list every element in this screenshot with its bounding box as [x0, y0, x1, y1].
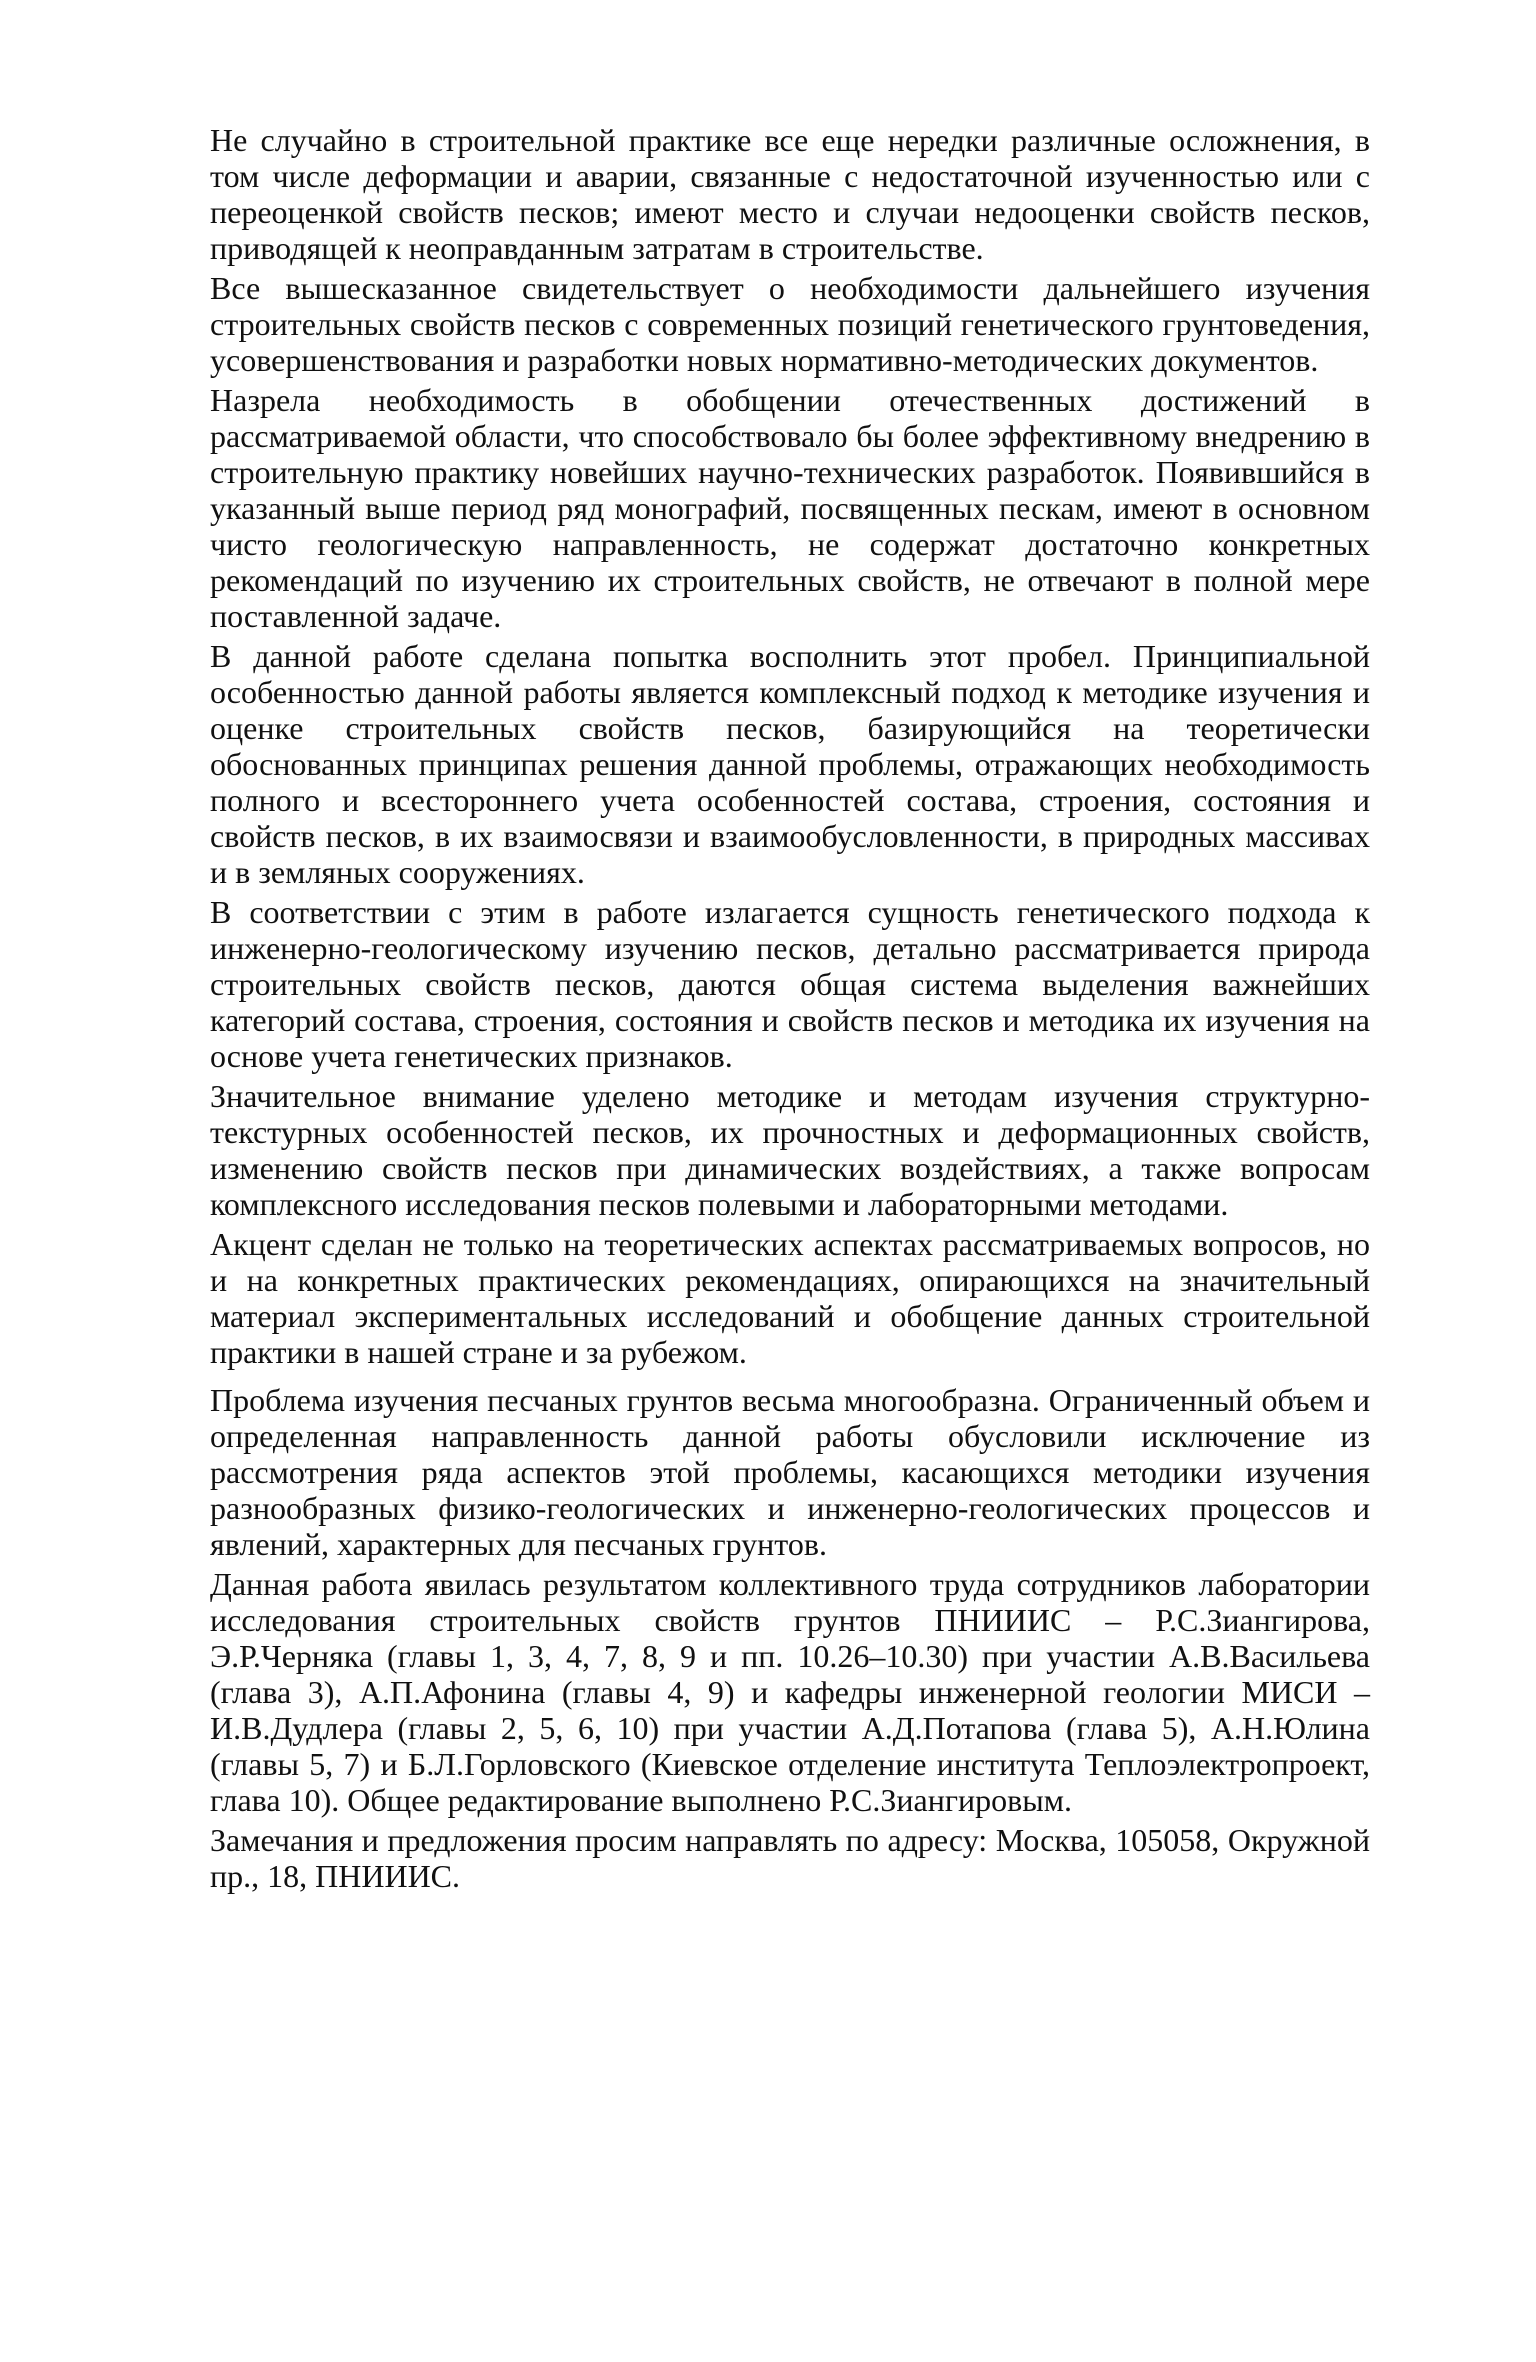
paragraph: Не случайно в строительной практике все еще нередки различные осложнения, в том числе деформации и аварии, связанные с недостаточной изученностью или с переоценкой свойств песков; имеют место и случаи недооценки свойств песков, приводящей к неоправданным затратам в строительстве.	[210, 122, 1370, 266]
paragraph: Значительное внимание уделено методике и методам изучения структурно-текстурных особенностей песков, их прочностных и деформационных свойств, изменению свойств песков при динамических воздействиях, а также вопросам комплексного исследования песков полевыми и лабораторными методами.	[210, 1078, 1370, 1222]
paragraph: Назрела необходимость в обобщении отечественных достижений в рассматриваемой области, что способствовало бы более эффективному внедрению в строительную практику новейших научно-технических разработок. Появившийся в указанный выше период ряд монографий, посвященных пескам, имеют в основном чисто геологическую направленность, не содержат достаточно конкретных рекомендаций по изучению их строительных свойств, не отвечают в полной мере поставленной задаче.	[210, 382, 1370, 634]
paragraph: Все вышесказанное свидетельствует о необходимости дальнейшего изучения строительных свойств песков с современных позиций генетического грунтоведения, усовершенствования и разработки новых нормативно-методических документов.	[210, 270, 1370, 378]
text-section-1	[210, 122, 1370, 1370]
paragraph: В соответствии с этим в работе излагается сущность генетического подхода к инженерно-геологическому изучению песков, детально рассматривается природа строительных свойств песков, даются общая система выделения важнейших категорий состава, строения, состояния и свойств песков и методика их изучения на основе учета генетических признаков.	[210, 894, 1370, 1074]
paragraph: Проблема изучения песчаных грунтов весьма многообразна. Ограниченный объем и определенная направленность данной работы обусловили исключение из рассмотрения ряда аспектов этой проблемы, касающихся методики изучения разнообразных физико-геологических и инженерно-геологических процессов и явлений, характерных для песчаных грунтов.	[210, 1382, 1370, 1562]
paragraph: Данная работа явилась результатом коллективного труда сотрудников лаборатории исследования строительных свойств грунтов ПНИИИС – Р.С.Зиангирова, Э.Р.Черняка (главы 1, 3, 4, 7, 8, 9 и пп. 10.26–10.30) при участии А.В.Васильева (глава 3), А.П.Афонина (главы 4, 9) и кафедры инженерной геологии МИСИ – И.В.Дудлера (главы 2, 5, 6, 10) при участии А.Д.Потапова (глава 5), А.Н.Юлина (главы 5, 7) и Б.Л.Горловского (Киевское отделение института Теплоэлектропроект, глава 10). Общее редактирование выполнено Р.С.Зиангировым.	[210, 1566, 1370, 1818]
paragraph: В данной работе сделана попытка восполнить этот пробел. Принципиальной особенностью данной работы является комплексный подход к методике изучения и оценке строительных свойств песков, базирующийся на теоретически обоснованных принципах решения данной проблемы, отражающих необходимость полного и всестороннего учета особенностей состава, строения, состояния и свойств песков, в их взаимосвязи и взаимообусловленности, в природных массивах и в земляных сооружениях.	[210, 638, 1370, 890]
paragraph: Акцент сделан не только на теоретических аспектах рассматриваемых вопросов, но и на конкретных практических рекомендациях, опирающихся на значительный материал экспериментальных исследований и обобщение данных строительной практики в нашей стране и за рубежом.	[210, 1226, 1370, 1370]
text-section-2	[210, 1382, 1370, 1894]
paragraph: Замечания и предложения просим направлять по адресу: Москва, 105058, Окружной пр., 18, ПНИИИС.	[210, 1822, 1370, 1894]
